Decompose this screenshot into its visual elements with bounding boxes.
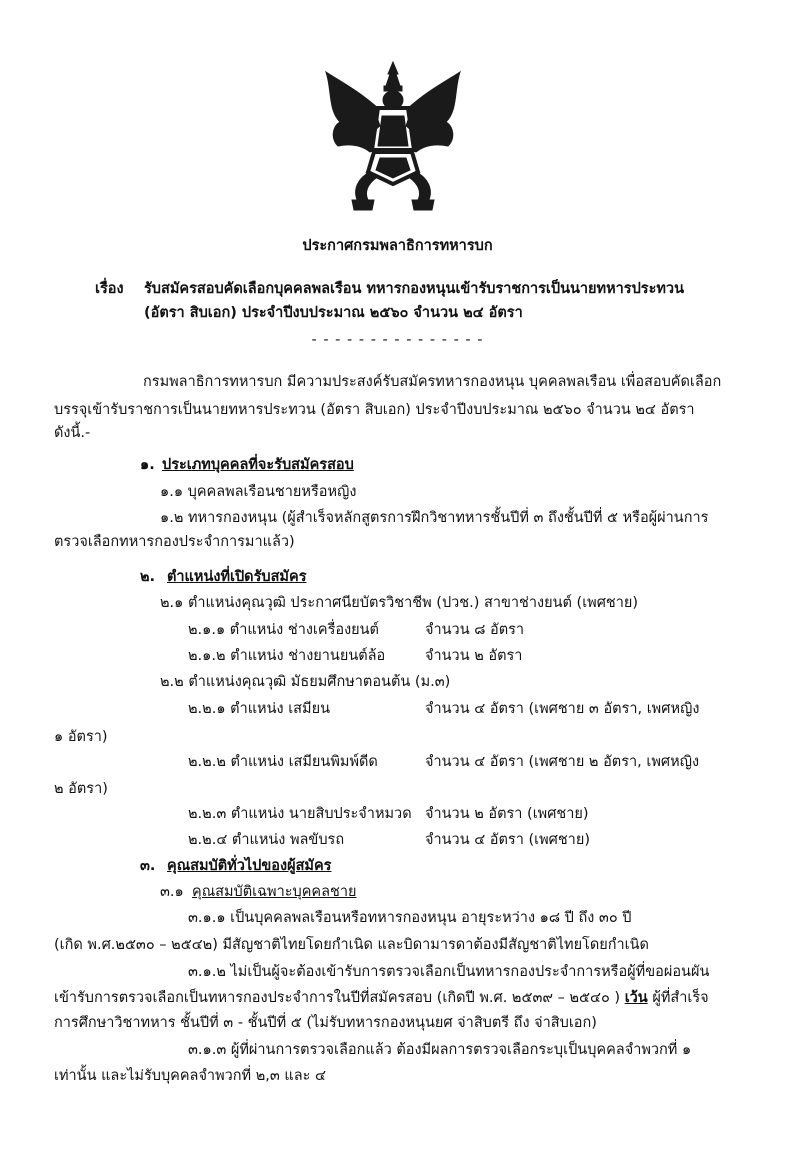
position-row-label: ๒.๑.๑ ตำแหน่ง ช่างเครื่องยนต์ bbox=[188, 622, 379, 638]
position-row-count: จำนวน ๘ อัตรา bbox=[425, 622, 525, 638]
position-row-count: จำนวน ๔ อัตรา (เพศชาย ๒ อัตรา, เพศหญิง bbox=[425, 754, 700, 770]
qualification-3-1-2-line-1: ๓.๑.๒ ไม่เป็นผู้จะต้องเข้ารับการตรวจเลือกเป็นทหารกองประจำการหรือผู้ที่ขอผ่อนผัน bbox=[188, 964, 710, 980]
section-3-heading: คุณสมบัติทั่วไปของผู้สมัคร bbox=[167, 858, 332, 874]
section-1-item-2-line-2: ตรวจเลือกทหารกองประจำการมาแล้ว) bbox=[54, 534, 295, 550]
qualification-3-1-3-line-2: เท่านั้น และไม่รับบุคคลจำพวกที่ ๒,๓ และ ๔ bbox=[54, 1068, 327, 1084]
qualification-3-1-2-text-a: เข้ารับการตรวจเลือกเป็นทหารกองประจำการในปีที่สมัครสอบ (เกิดปี พ.ศ. ๒๕๓๙ – ๒๕๔๐ ) bbox=[54, 990, 621, 1006]
position-row-wrap: ๑ อัตรา) bbox=[54, 729, 108, 745]
section-1-number: ๑. bbox=[140, 457, 155, 473]
qualification-3-1-2-line-2 bbox=[54, 988, 744, 1008]
position-row-count: จำนวน ๒ อัตรา bbox=[425, 648, 523, 664]
section-2-sub-2: ๒.๒ ตำแหน่งคุณวุฒิ มัธยมศึกษาตอนต้น (ม.๓) bbox=[160, 674, 451, 690]
qualification-3-1-3-line-1: ๓.๑.๓ ผู้ที่ผ่านการตรวจเลือกแล้ว ต้องมีผลการตรวจเลือกระบุเป็นบุคคลจำพวกที่ ๑ bbox=[188, 1042, 692, 1058]
subject-line-1: รับสมัครสอบคัดเลือกบุคคลพลเรือน ทหารกองหนุนเข้ารับราชการเป็นนายทหารประทวน bbox=[144, 281, 684, 297]
position-row-label: ๒.๑.๒ ตำแหน่ง ช่างยานยนต์ล้อ bbox=[188, 648, 386, 664]
section-2-number: ๒. bbox=[140, 569, 156, 585]
section-3-number: ๓. bbox=[140, 858, 156, 874]
section-1-item-2-line-1: ๑.๒ ทหารกองหนุน (ผู้สำเร็จหลักสูตรการฝึกวิชาทหารชั้นปีที่ ๓ ถึงชั้นปีที่ ๕ หรือผู้ผ่านการ bbox=[160, 510, 709, 526]
position-row-wrap: ๒ อัตรา) bbox=[54, 781, 108, 797]
divider: - - - - - - - - - - - - - - - bbox=[311, 332, 484, 348]
section-2-heading: ตำแหน่งที่เปิดรับสมัคร bbox=[167, 569, 307, 585]
position-row-count: จำนวน ๒ อัตรา (เพศชาย) bbox=[425, 806, 589, 822]
qualification-3-1-2-text-c: ผู้ที่สำเร็จ bbox=[652, 990, 709, 1006]
qualification-3-1-1-line-1: ๓.๑.๑ เป็นบุคคลพลเรือนหรือทหารกองหนุน อายุระหว่าง ๑๘ ปี ถึง ๓๐ ปี bbox=[188, 910, 632, 926]
subject-label: เรื่อง bbox=[95, 281, 124, 297]
section-3-sub-heading: คุณสมบัติเฉพาะบุคคลชาย bbox=[192, 884, 357, 900]
section-1-heading: ประเภทบุคคลที่จะรับสมัครสอบ bbox=[162, 457, 354, 473]
position-row-label: ๒.๒.๓ ตำแหน่ง นายสิบประจำหมวด bbox=[188, 806, 412, 822]
subject-line-2: (อัตรา สิบเอก) ประจำปีงบประมาณ ๒๕๖๐ จำนวน ๒๔ อัตรา bbox=[144, 305, 523, 321]
section-3-sub-number: ๓.๑ bbox=[160, 884, 184, 900]
qualification-3-1-1-line-2: (เกิด พ.ศ.๒๕๓๐ – ๒๕๔๒) มีสัญชาติไทยโดยกำเนิด และบิดามารดาต้องมีสัญชาติไทยโดยกำเนิด bbox=[54, 937, 649, 953]
qualification-3-1-2-except: เว้น bbox=[624, 990, 648, 1006]
section-2-sub-1: ๒.๑ ตำแหน่งคุณวุฒิ ประกาศนียบัตรวิชาชีพ (ปวช.) สาขาช่างยนต์ (เพศชาย) bbox=[160, 595, 639, 611]
position-row-label: ๒.๒.๑ ตำแหน่ง เสมียน bbox=[188, 701, 330, 717]
section-1-item-1: ๑.๑ บุคคลพลเรือนชายหรือหญิง bbox=[160, 484, 357, 500]
document-title: ประกาศกรมพลาธิการทหารบก bbox=[302, 238, 493, 254]
intro-line-1: กรมพลาธิการทหารบก มีความประสงค์รับสมัครทหารกองหนุน บุคคลพลเรือน เพื่อสอบคัดเลือก bbox=[143, 374, 722, 390]
position-row-count: จำนวน ๔ อัตรา (เพศชาย ๓ อัตรา, เพศหญิง bbox=[425, 701, 700, 717]
intro-line-3: ดังนี้.- bbox=[54, 425, 91, 441]
qualification-3-1-2-line-3: การศึกษาวิชาทหาร ชั้นปีที่ ๓ - ชั้นปีที่ ๕ (ไม่รับทหารกองหนุนยศ จ่าสิบตรี ถึง จ่าสิบเอก) bbox=[54, 1015, 597, 1031]
garuda-emblem-icon bbox=[318, 60, 468, 212]
position-row-label: ๒.๒.๔ ตำแหน่ง พลขับรถ bbox=[188, 832, 345, 848]
position-row-label: ๒.๒.๒ ตำแหน่ง เสมียนพิมพ์ดีด bbox=[188, 754, 378, 770]
intro-line-2: บรรจุเข้ารับราชการเป็นนายทหารประทวน (อัตรา สิบเอก) ประจำปีงบประมาณ ๒๕๖๐ จำนวน ๒๔ อัตรา bbox=[54, 402, 695, 418]
position-row-count: จำนวน ๔ อัตรา (เพศชาย) bbox=[425, 832, 590, 848]
